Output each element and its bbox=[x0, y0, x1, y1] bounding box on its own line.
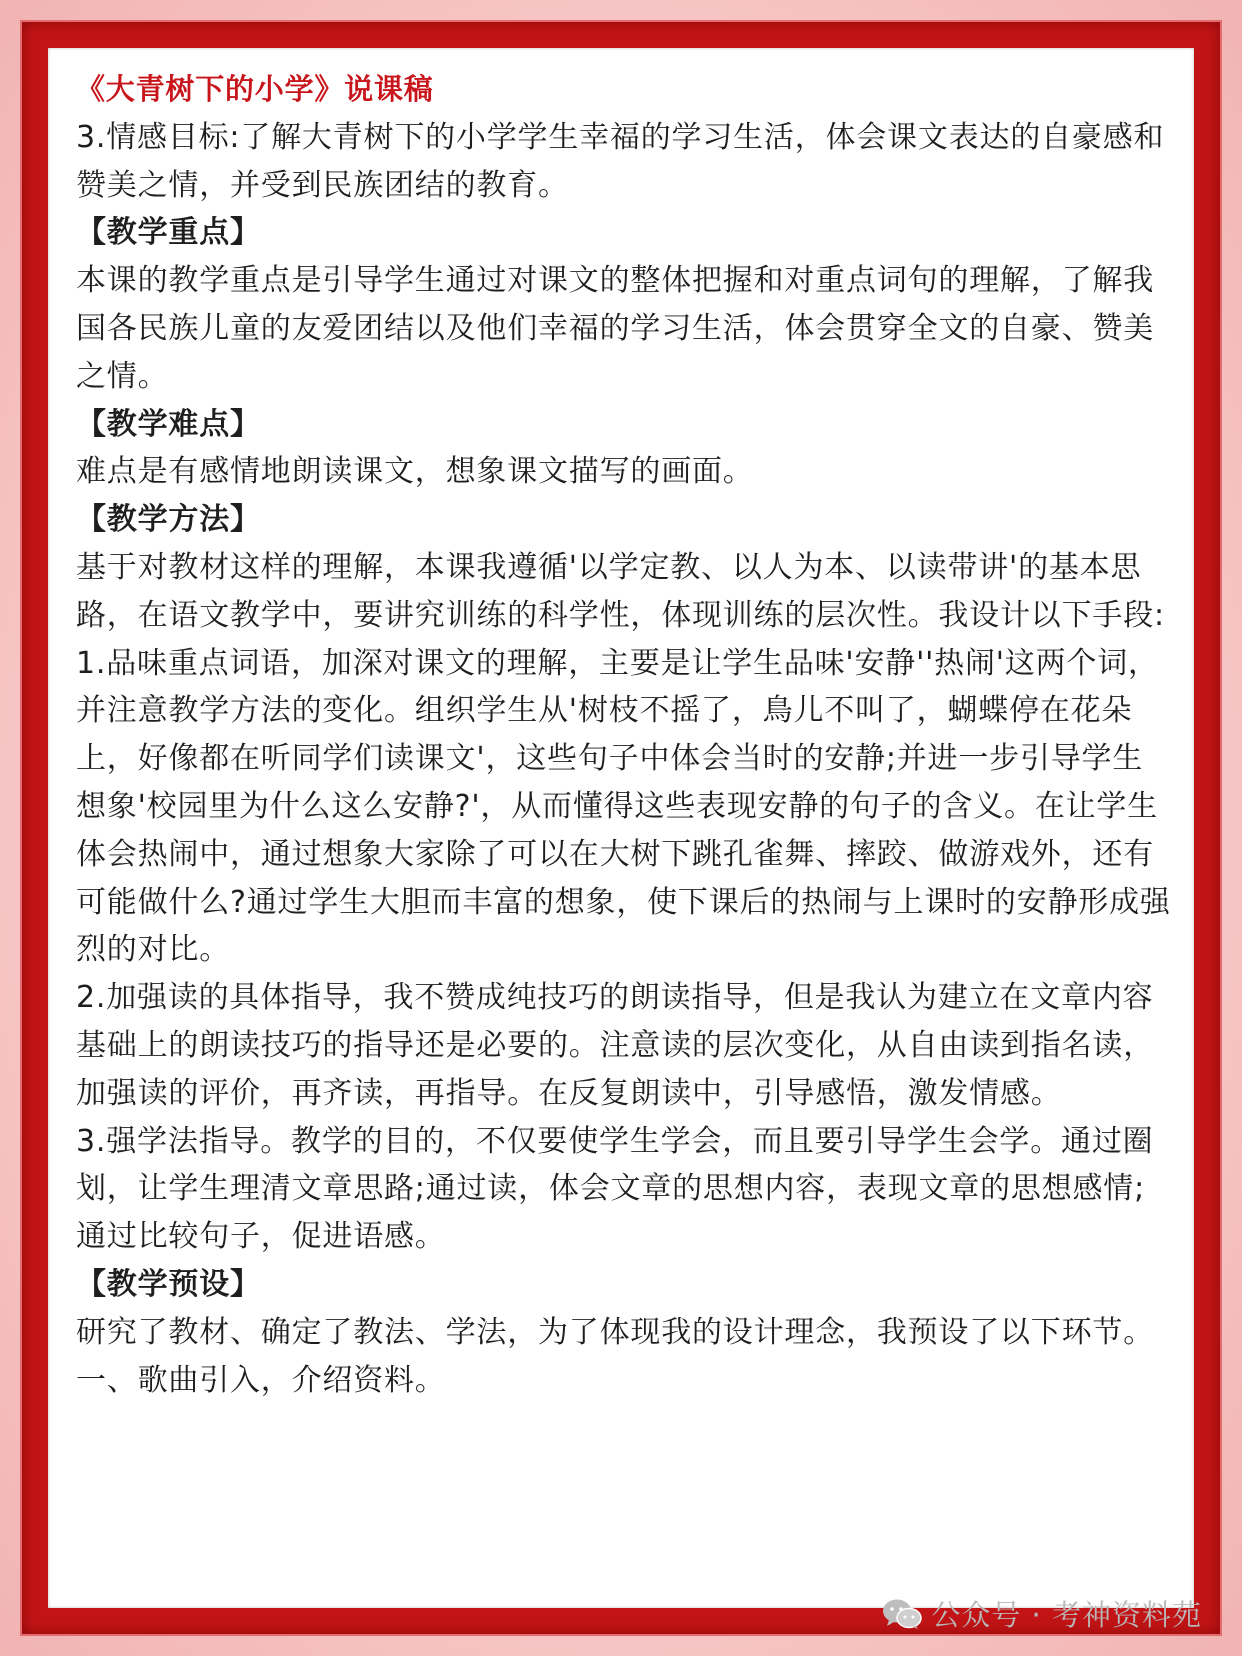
paragraph-method-1: 1.品味重点词语，加深对课文的理解，主要是让学生品味'安静''热闹'这两个词，并注意教学方法的变化。组织学生从'树枝不摇了，鳥儿不叫了，蝴蝶停在花朵上，好像都在听同学们读课文'，这些句子中体会当时的安静;并进一步引导学生想象'校园里为什么这么安静?'，从而懂得这些表现安静的句子的含义。在让学生体会热闹中，通过想象大家除了可以在大树下跳孔雀舞、摔跤、做游戏外，还有可能做什么?通过学生大胆而丰富的想象，使下课后的热闹与上课时的安静形成强烈的对比。 bbox=[76, 645, 1171, 968]
heading-teaching-focus: 【教学重点】 bbox=[76, 215, 261, 251]
paragraph-teaching-plan: 研究了教材、确定了教法、学法，为了体现我的设计理念，我预设了以下环节。 bbox=[76, 1314, 1154, 1350]
paragraph-method-3: 3.强学法指导。教学的目的，不仅要使学生学会，而且要引导学生会学。通过圈划，让学生理清文章思路;通过读，体会文章的思想内容，表现文章的思想感情;通过比较句子，促进语感。 bbox=[76, 1123, 1154, 1255]
watermark-text: 公众号 · 考神资料苑 bbox=[931, 1598, 1202, 1632]
paragraph-plan-step-1: 一、歌曲引入，介绍资料。 bbox=[76, 1362, 446, 1398]
document-content bbox=[76, 66, 1172, 1404]
paragraph-teaching-difficulty: 难点是有感情地朗读课文，想象课文描写的画面。 bbox=[76, 454, 754, 490]
paragraph-method-2: 2.加强读的具体指导，我不赞成纯技巧的朗读指导，但是我认为建立在文章内容基础上的朗读技巧的指导还是必要的。注意读的层次变化，从自由读到指名读，加强读的评价，再齐读，再指导。在反复朗读中，引导感悟，激发情感。 bbox=[76, 980, 1154, 1111]
paragraph-emotion-goal: 3.情感目标:了解大青树下的小学学生幸福的学习生活，体会课文表达的自豪感和赞美之情，并受到民族团结的教育。 bbox=[76, 119, 1165, 203]
heading-teaching-difficulty: 【教学难点】 bbox=[76, 406, 261, 442]
document-title: 《大青树下的小学》说课稿 bbox=[76, 72, 434, 106]
paragraph-teaching-method: 基于对教材这样的理解，本课我遵循'以学定教、以人为本、以读带讲'的基本思路，在语文教学中，要讲究训练的科学性，体现训练的层次性。我设计以下手段: bbox=[76, 549, 1165, 633]
heading-teaching-plan: 【教学预设】 bbox=[76, 1266, 261, 1302]
paragraph-teaching-focus: 本课的教学重点是引导学生通过对课文的整体把握和对重点词句的理解，了解我国各民族儿童的友爱团结以及他们幸福的学习生活，体会贯穿全文的自豪、赞美之情。 bbox=[76, 263, 1154, 394]
wechat-icon bbox=[881, 1597, 923, 1631]
watermark bbox=[881, 1593, 1202, 1634]
heading-teaching-method: 【教学方法】 bbox=[76, 502, 261, 538]
